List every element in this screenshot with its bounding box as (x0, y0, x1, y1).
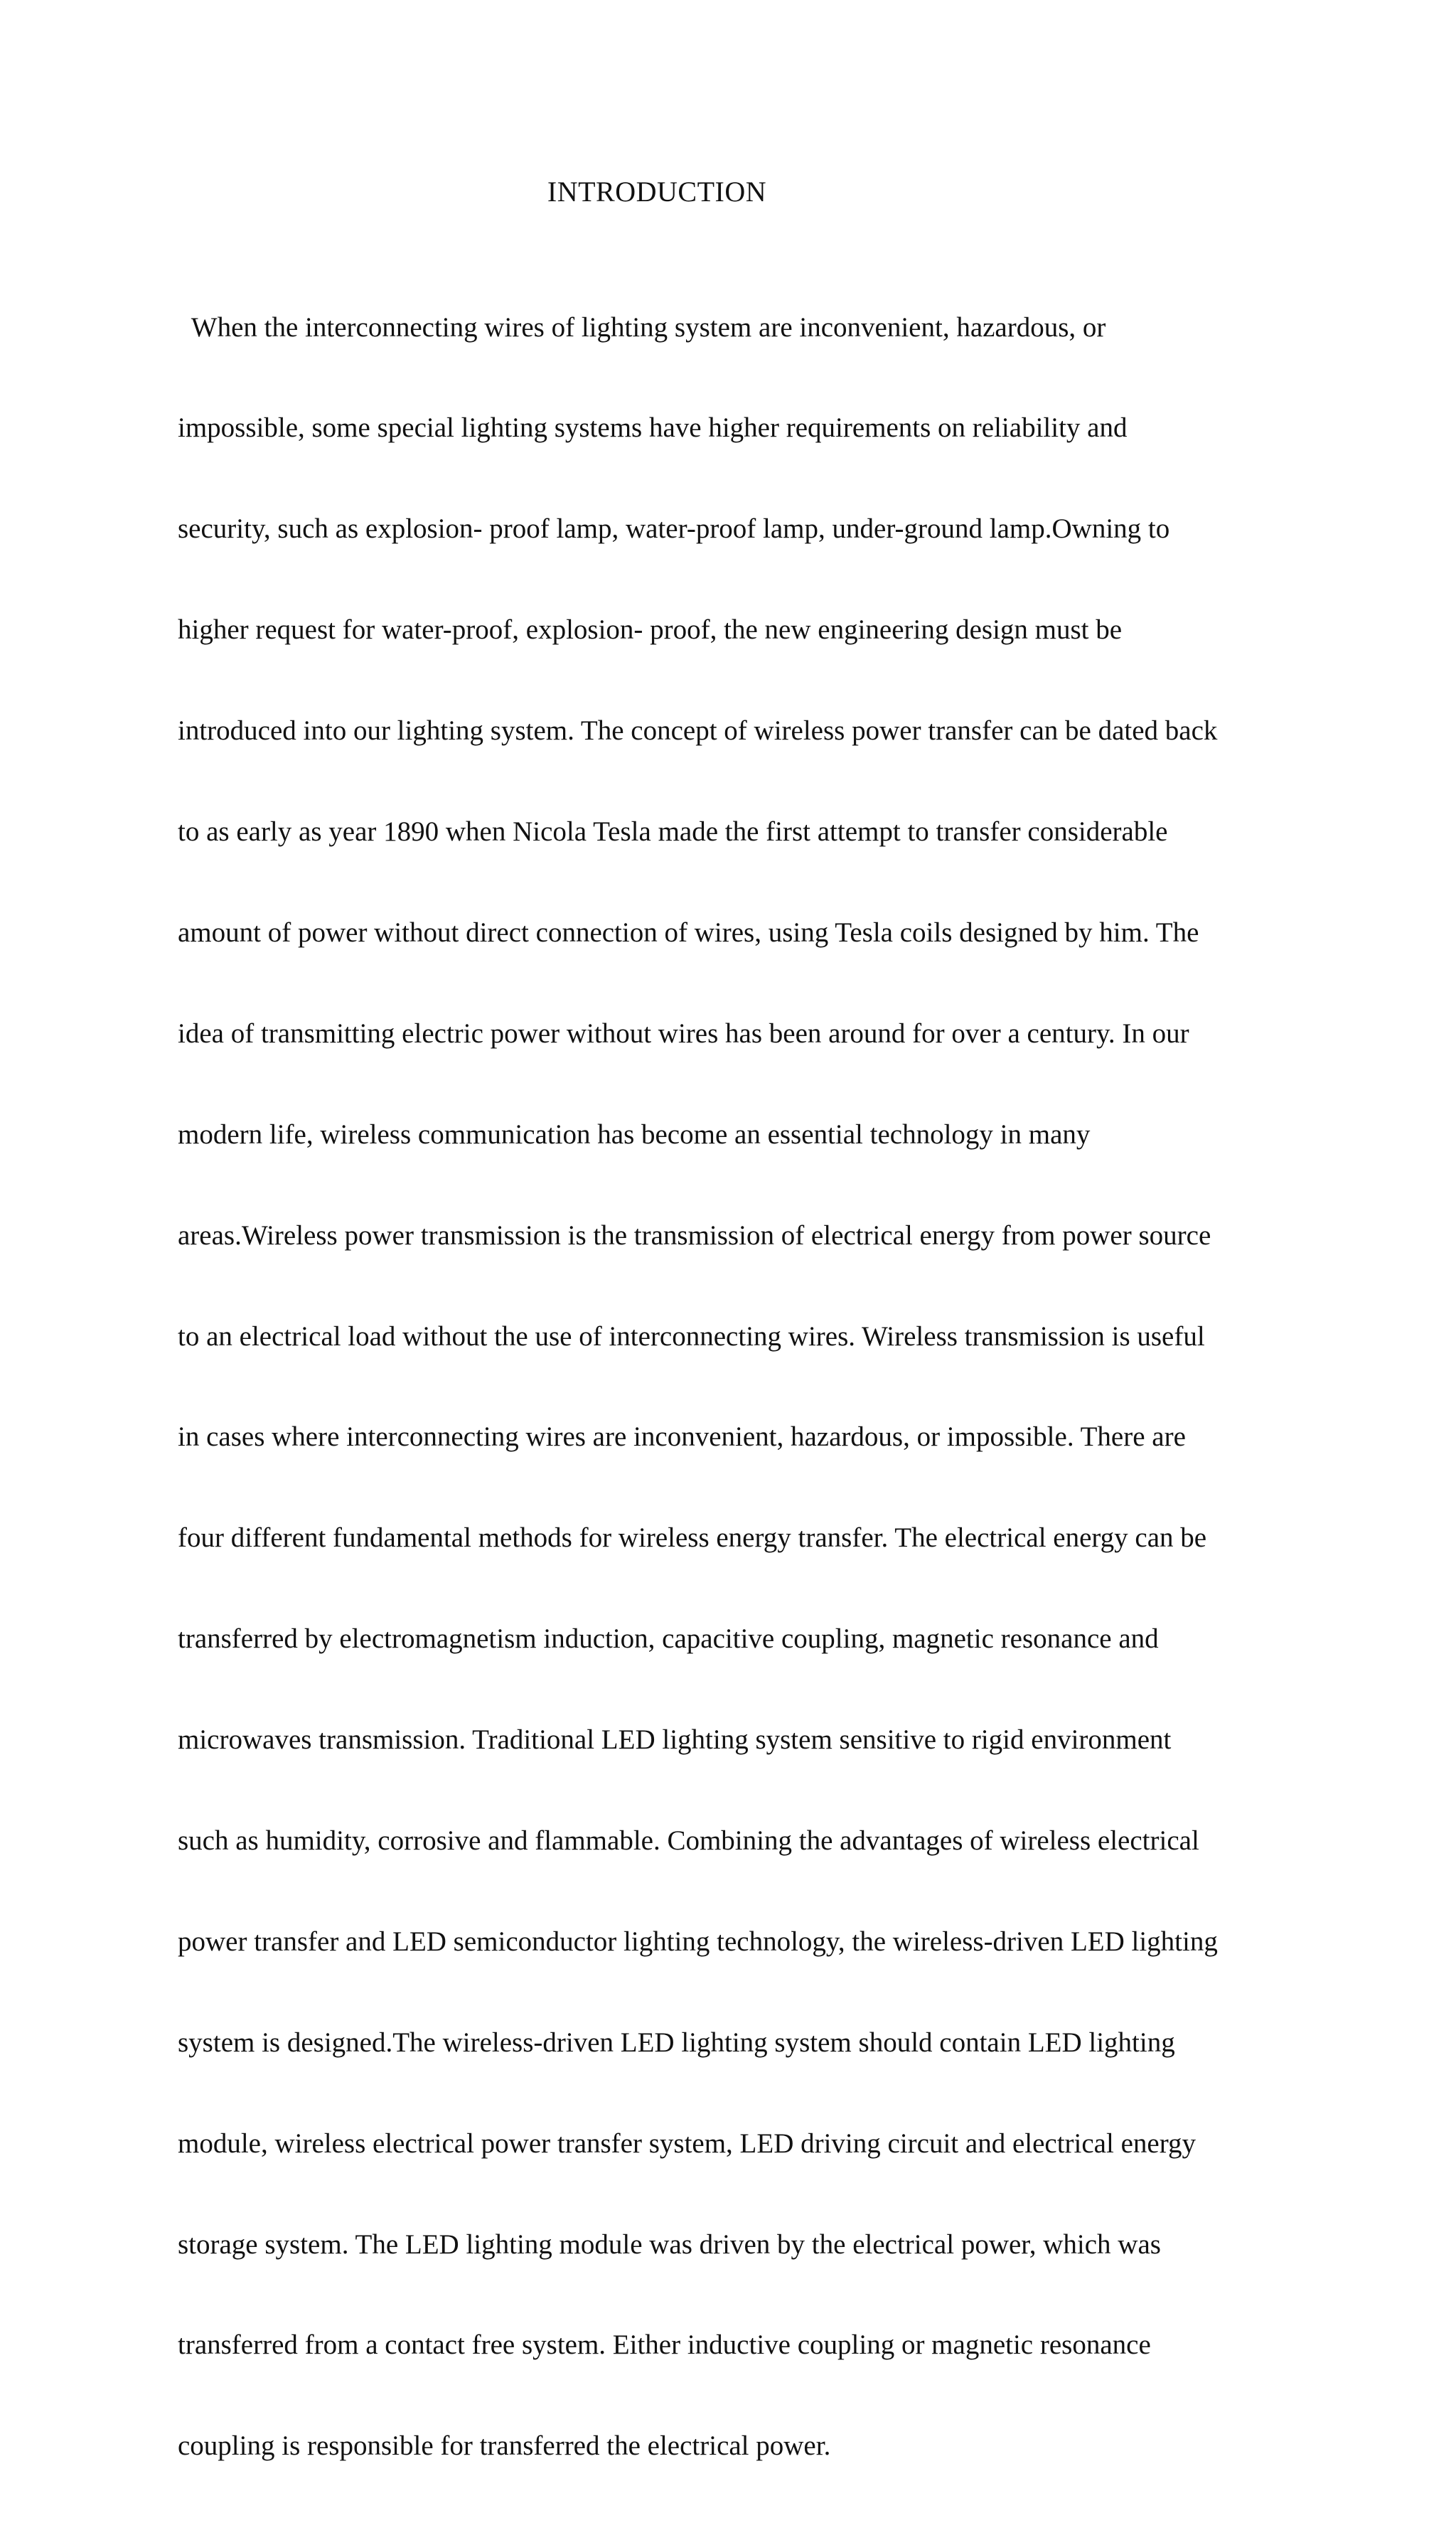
paragraph-line: system is designed.The wireless-driven LED lighting system should contain LED lighting (178, 2027, 1175, 2058)
section-heading: INTRODUCTION (547, 176, 767, 208)
paragraph-line: storage system. The LED lighting module was driven by the electrical power, which was (178, 2229, 1161, 2260)
paragraph-line: security, such as explosion- proof lamp, water-proof lamp, under-ground lamp.Owning to (178, 513, 1170, 545)
paragraph-line: microwaves transmission. Traditional LED lighting system sensitive to rigid environment (178, 1724, 1172, 1756)
paragraph-line: to an electrical load without the use of interconnecting wires. Wireless transmission is useful (178, 1320, 1205, 1352)
paragraph-line: impossible, some special lighting systems have higher requirements on reliability and (178, 412, 1128, 444)
paragraph-line: introduced into our lighting system. The concept of wireless power transfer can be dated back (178, 715, 1218, 747)
paragraph-line: power transfer and LED semiconductor lighting technology, the wireless-driven LED lighting (178, 1926, 1218, 1957)
paragraph-line: higher request for water-proof, explosion- proof, the new engineering design must be (178, 614, 1123, 646)
paragraph-line: When the interconnecting wires of lighting system are inconvenient, hazardous, or (178, 311, 1106, 343)
paragraph-line: four different fundamental methods for wireless energy transfer. The electrical energy can be (178, 1522, 1207, 1554)
paragraph-line: in cases where interconnecting wires are inconvenient, hazardous, or impossible. There are (178, 1421, 1186, 1453)
paragraph-line: module, wireless electrical power transfer system, LED driving circuit and electrical energy (178, 2128, 1196, 2159)
paragraph-line: coupling is responsible for transferred the electrical power. (178, 2430, 831, 2462)
paragraph-line: areas.Wireless power transmission is the transmission of electrical energy from power source (178, 1219, 1211, 1251)
paragraph-line: such as humidity, corrosive and flammable. Combining the advantages of wireless electrical (178, 1825, 1199, 1856)
paragraph-line: amount of power without direct connection of wires, using Tesla coils designed by him. The (178, 917, 1199, 948)
paragraph-line: transferred by electromagnetism induction, capacitive coupling, magnetic resonance and (178, 1623, 1159, 1655)
paragraph-line: modern life, wireless communication has become an essential technology in many (178, 1119, 1091, 1150)
paragraph-line: to as early as year 1890 when Nicola Tesla made the first attempt to transfer considerable (178, 816, 1168, 848)
paragraph-line: transferred from a contact free system. Either inductive coupling or magnetic resonance (178, 2329, 1151, 2361)
paragraph-line: idea of transmitting electric power without wires has been around for over a century. In our (178, 1018, 1189, 1049)
introduction-paragraph (178, 243, 1294, 2530)
